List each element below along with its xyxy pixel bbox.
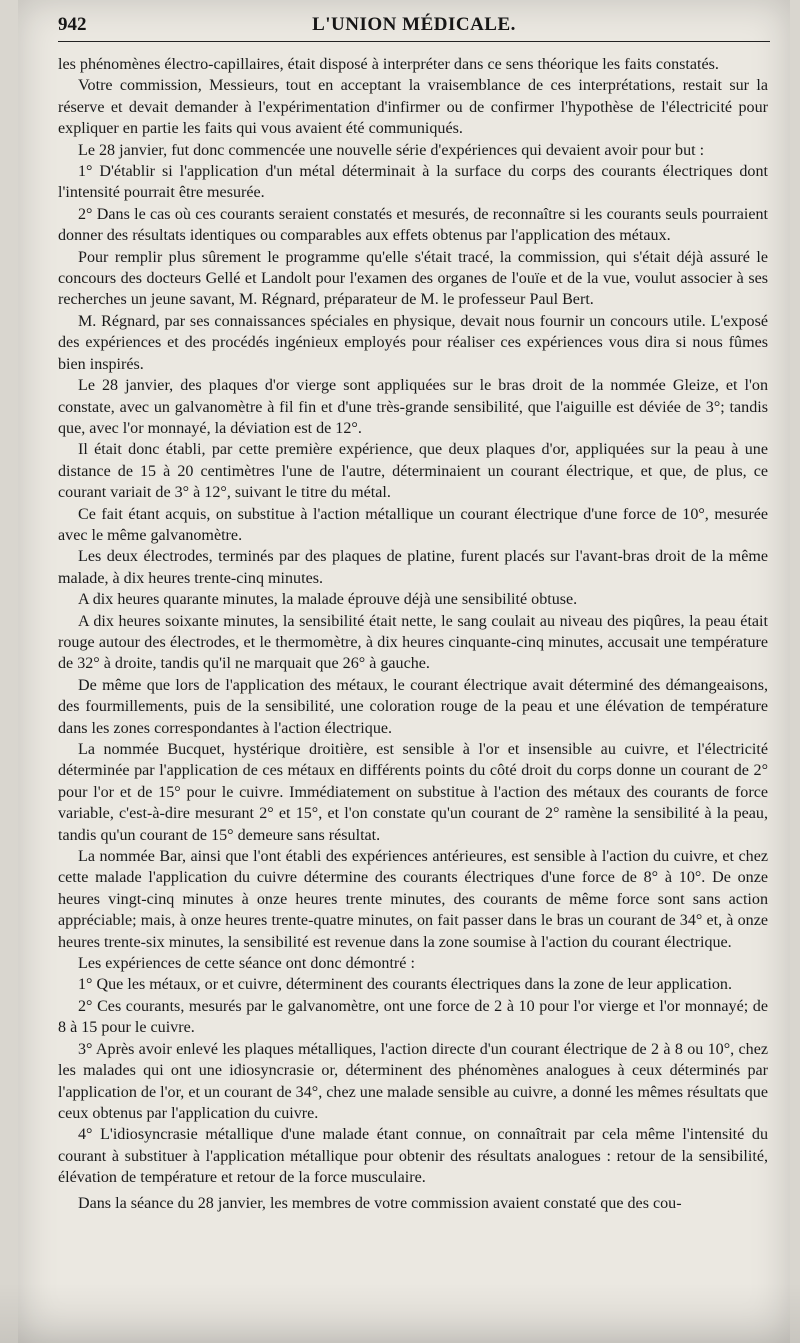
paragraph: Votre commission, Messieurs, tout en acceptant la vraisemblance de ces interprétations, restait sur la réserve et devait demander à l'expérimentation d'infirmer ou de confirmer l'hypothèse de l'électricité pour expliquer en partie les faits qui vous avaient été communiqués. — [58, 77, 768, 138]
paragraph: La nommée Bar, ainsi que l'ont établi des expériences antérieures, est sensible à l'action du cuivre, et chez cette malade l'application du cuivre détermine des courants électriques d'une force de 8° à 10°. De onze heures vingt-cinq minutes à onze heures trente minutes, des courants de même force sont sans action appréciable; mais, à onze heures trente-quatre minutes, on fait passer dans le bras un courant de 34° et, à onze heures trente-six minutes, la sensibilité est revenue dans la zone soumise à l'action du courant électrique. — [58, 848, 768, 951]
paragraph: Les expériences de cette séance ont donc démontré : — [78, 955, 415, 973]
page-header — [58, 14, 770, 40]
paragraph: De même que lors de l'application des métaux, le courant électrique avait déterminé des démangeaisons, des fourmillements, puis de la sensibilité, une coloration rouge de la peau et une élévation de température dans les zones correspondantes à l'action électrique. — [58, 676, 768, 737]
paragraph: les phénomènes électro-capillaires, était disposé à interpréter dans ce sens théorique les faits constatés. — [58, 56, 719, 73]
paragraph: 3° Après avoir enlevé les plaques métalliques, l'action directe d'un courant électrique de 2 à 8 ou 10°, chez les malades qui ont une idiosyncrasie or, déterminent des phénomènes analogues à ceux déterminés par l'application de l'or, et un courant de 34°, chez une malade sensible au cuivre, a donné les mêmes résultats que ceux obtenus par l'application du cuivre. — [58, 1040, 768, 1122]
paragraph: Le 28 janvier, des plaques d'or vierge sont appliquées sur le bras droit de la nommée Gleize, et l'on constate, avec un galvanomètre à fil fin et d'une très-grande sensibilité, que l'aiguille est déviée de 3°; tandis que, avec l'or monnayé, la déviation est de 12°. — [58, 377, 768, 437]
paragraph: 2° Dans le cas où ces courants seraient constatés et mesurés, de reconnaître si les courants seuls pourraient donner des résultats identiques ou comparables aux effets obtenus par l'application des métaux. — [58, 205, 768, 245]
paragraph: 1° Que les métaux, or et cuivre, déterminent des courants électriques dans la zone de leur application. — [78, 976, 732, 994]
paragraph: Les deux électrodes, terminés par des plaques de platine, furent placés sur l'avant-bras droit de la même malade, à dix heures trente-cinq minutes. — [58, 548, 768, 587]
paragraph: Ce fait étant acquis, on substitue à l'action métallique un courant électrique d'une force de 10°, mesurée avec le même galvanomètre. — [58, 505, 768, 544]
paragraph: Le 28 janvier, fut donc commencée une nouvelle série d'expériences qui devaient avoir pour but : — [78, 141, 705, 159]
paragraph: Il était donc établi, par cette première expérience, que deux plaques d'or, appliquées sur la peau à une distance de 15 à 20 centimètres l'une de l'autre, déterminaient un courant électrique, et que, de plus, ce courant variait de 3° à 12°, suivant le titre du métal. — [58, 441, 768, 502]
paragraph: A dix heures quarante minutes, la malade éprouve déjà une sensibilité obtuse. — [78, 591, 578, 609]
paragraph: Dans la séance du 28 janvier, les membres de votre commission avaient constaté que des cou- — [78, 1194, 682, 1212]
paragraph: 4° L'idiosyncrasie métallique d'une malade étant connue, on connaîtrait par cela même l'intensité du courant à substituer à l'application métallique pour obtenir des résultats analogues : retour de la sensibilité, élévation de température et retour de la force musculaire. — [58, 1126, 768, 1187]
page-number: 942 — [58, 14, 87, 35]
paragraph: 1° D'établir si l'application d'un métal déterminait à la surface du corps des courants électriques dont l'intensité pourrait être mesurée. — [58, 163, 768, 202]
header-rule — [58, 41, 770, 42]
paragraph: M. Régnard, par ses connaissances spéciales en physique, devait nous fournir un concours utile. L'exposé des expériences et des procédés ingénieux employés pour réaliser ces expériences vous dira si nous fûmes bien inspirés. — [58, 312, 768, 373]
paragraph: Pour remplir plus sûrement le programme qu'elle s'était tracé, la commission, qui s'était déjà assuré le concours des docteurs Gellé et Landolt pour l'examen des organes de l'ouïe et de la vue, voulut associer à ses recherches un jeune savant, M. Régnard, préparateur de M. le professeur Paul Bert. — [58, 248, 768, 309]
journal-title: L'UNION MÉDICALE. — [312, 14, 516, 35]
paragraph: 2° Ces courants, mesurés par le galvanomètre, ont une force de 2 à 10 pour l'or vierge et l'or monnayé; de 8 à 15 pour le cuivre. — [58, 997, 768, 1037]
paragraph: A dix heures soixante minutes, la sensibilité était nette, le sang coulait au niveau des piqûres, la peau était rouge autour des électrodes, et le thermomètre, à dix heures cinquante-cinq minutes, accusait une température de 32° à droite, tandis qu'il ne marquait que 26° à gauche. — [58, 612, 768, 673]
page-edge-shadow — [0, 1283, 800, 1343]
article-body — [58, 54, 768, 1214]
paragraph: La nommée Bucquet, hystérique droitière, est sensible à l'or et insensible au cuivre, et l'électricité déterminée par l'application de ces métaux en différents points du côté droit du corps donne un courant de 2° pour l'or et de 15° pour le cuivre. Immédiatement on substitue à l'action des métaux des courants de force variable, c'est-à-dire mesurant 2° et 15°, et l'on constate qu'un courant de 2° ramène la sensibilité à la peau, tandis qu'un courant de 15° demeure sans résultat. — [58, 741, 768, 844]
